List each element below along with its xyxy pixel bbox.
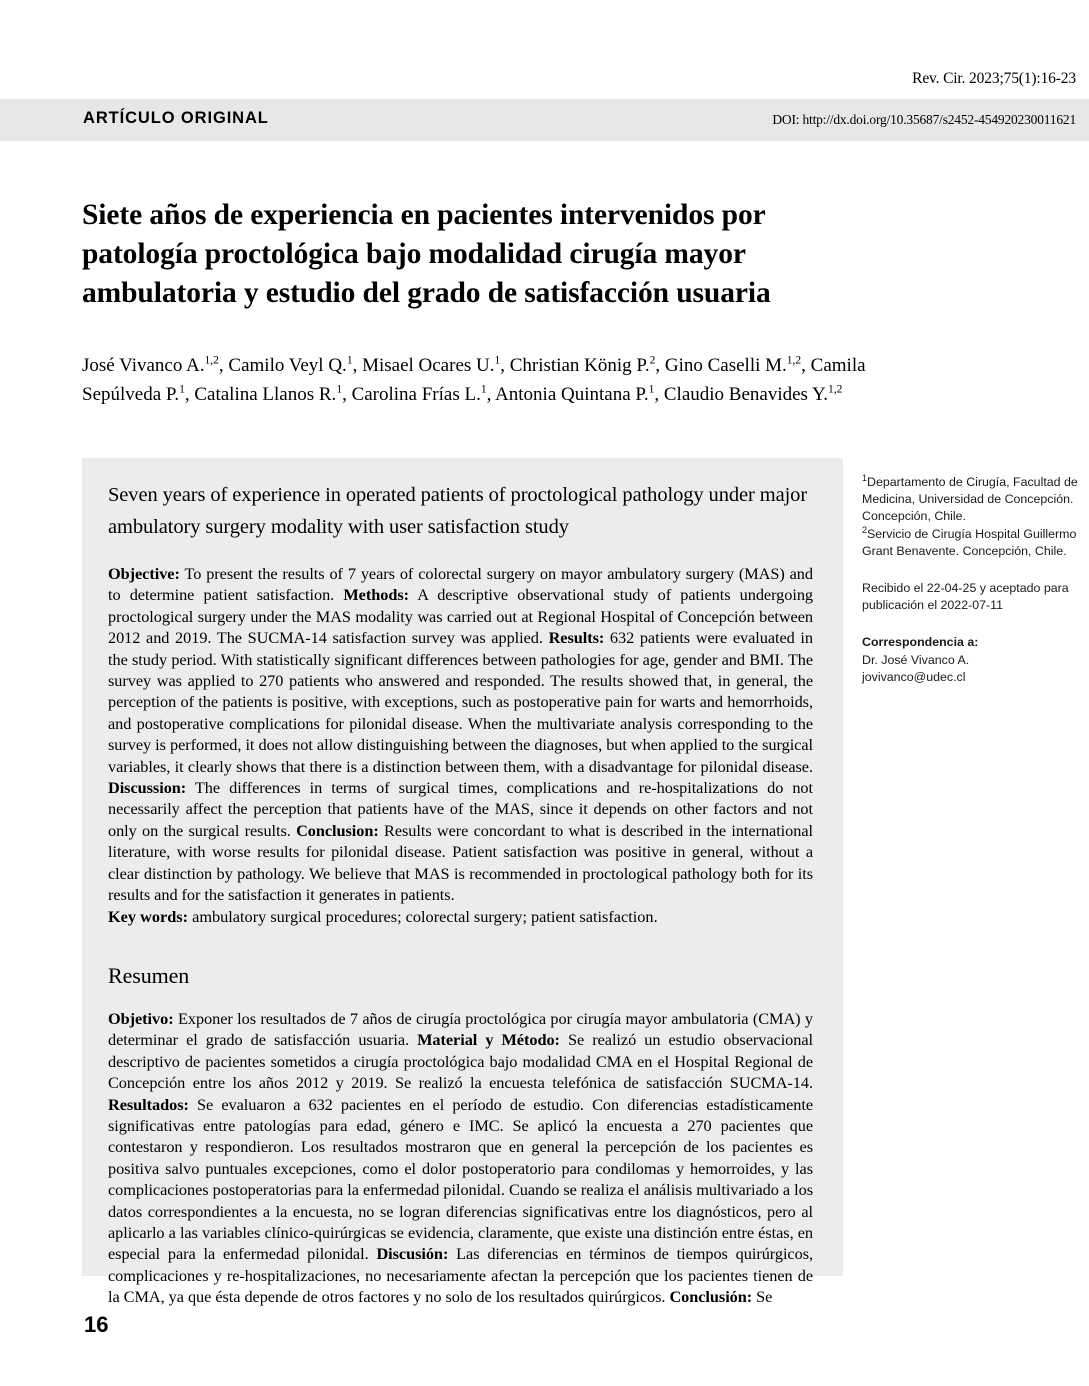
author-affiliation-marker: 2 <box>649 354 656 367</box>
author-name: Camilo Veyl Q. <box>228 355 347 376</box>
author-affiliation-marker: 1,2 <box>786 354 802 367</box>
sidebar-notes <box>862 474 1080 686</box>
author-name: Camila Sepúlveda P. <box>82 355 866 405</box>
author-name: Christian König P. <box>509 355 650 376</box>
author-name: José Vivanco A. <box>82 355 205 376</box>
abstract-section-label: Discusión: <box>376 1244 449 1264</box>
abstract-section-label: Conclusión: <box>669 1287 753 1307</box>
author-affiliation-marker: 1 <box>480 383 487 396</box>
journal-citation: Rev. Cir. 2023;75(1):16-23 <box>912 70 1076 87</box>
resumen-heading: Resumen <box>108 962 190 988</box>
author-name: Gino Caselli M. <box>664 355 787 376</box>
author-affiliation-marker: 1 <box>494 354 501 367</box>
page-number: 16 <box>84 1312 109 1337</box>
correspondence-email[interactable]: jovivanco@udec.cl <box>862 669 966 684</box>
abstract-body-en: Objective: To present the results of 7 years of colorectal surgery on mayor ambulatory surgery (MAS) and to determine patient satisfaction. Methods: A descriptive observational study of patients undergoing proctological surgery under the MAS modality was carried out at Regional Hospital of Concepción between 2012 and 2019. The SUCMA-14 satisfaction survey was applied. Results: 632 patients were evaluated in the study period. With statistically significant differences between pathologies for age, gender and BMI. The survey was applied to 270 patients who answered and responded. The results showed that, in general, the perception of the patients is positive, with exceptions, such as postoperative pain for warts and hemorrhoids, and postoperative complications for pilonidal disease. When the multivariate analysis corresponding to the survey is performed, it does not allow distinguishing between the diagnoses, but when applied to the surgical variables, it clearly shows that there is a distinction between them, with a disadvantage for pilonidal disease. Discussion: The differences in terms of surgical times, complications and re-hospitalizations do not necessarily affect the perception that patients have of the MAS, since it depends on other factors and not only on the surgical results. Conclusion: Results were concordant to what is described in the international literature, with worse results for pilonidal disease. Patient satisfaction was positive in general, without a clear distinction by pathology. We believe that MAS is recommended in proctological pathology both for its results and for the satisfaction it generates in patients. <box>108 564 814 905</box>
affiliation-text: Departamento de Cirugía, Facultad de Medicina, Universidad de Concepción. Concepción, Chile. <box>862 475 1078 524</box>
abstract-section-label: Material y Método: <box>417 1030 560 1050</box>
header-band <box>0 99 1089 141</box>
abstract-section-label: Objetivo: <box>108 1008 174 1028</box>
author-affiliation-marker: 1 <box>336 383 343 396</box>
abstract-section-label: Objective: <box>108 564 180 583</box>
author-name: Claudio Benavides Y. <box>663 383 829 405</box>
author-affiliation-marker: 1 <box>648 383 655 396</box>
abstract-title-en: Seven years of experience in operated patients of proctological pathology under major ambulatory surgery modality with user satisfaction study <box>108 484 808 538</box>
keywords-label: Key words: <box>108 906 189 926</box>
author-name: Misael Ocares U. <box>362 355 495 376</box>
author-affiliation-marker: 1 <box>346 354 353 367</box>
page-title: Siete años de experiencia en pacientes intervenidos por patología proctológica bajo modalidad cirugía mayor ambulatoria y estudio del grado de satisfacción usuaria <box>82 198 771 309</box>
author-name: Catalina Llanos R. <box>194 383 337 405</box>
author-name: Carolina Frías L. <box>351 383 481 405</box>
author-affiliation-marker: 1,2 <box>204 354 219 367</box>
abstract-section-label: Resultados: <box>108 1094 189 1114</box>
abstract-container <box>82 458 843 1307</box>
abstract-body-es: Objetivo: Exponer los resultados de 7 años de cirugía proctológica por cirugía mayor ambulatoria (CMA) y determinar el grado de satisfacción usuaria. Material y Método: Se realizó un estudio observacional descriptivo de pacientes sometidos a cirugía proctológica bajo modalidad CMA en el Hospital Regional de Concepción entre los años 2012 y 2019. Se realizó la encuesta telefónica de satisfacción SUCMA-14. Resultados: Se evaluaron a 632 pacientes en el período de estudio. Con diferencias estadísticamente significativas entre patologías para edad, género e IMC. Se aplicó la encuesta a 270 pacientes que contestaron y respondieron. Los resultados mostraron que en general la percepción de los pacientes es positiva salvo puntuales excepciones, como el dolor postoperatorio para condilomas y hemorroides, y las complicaciones postoperatorias para la enfermedad pilonidal. Cuando se realiza el análisis multivariado a los datos correspondientes a la encuesta, no se logran diferencias significativas entre los diagnósticos, pero al aplicarlo a las variables clínico-quirúrgicas se evidencia, claramente, que existe una distinción entre éstas, en especial para la enfermedad pilonidal. Discusión: Las diferencias en términos de tiempos quirúrgicos, complicaciones y re-hospitalizaciones, no necesariamente afectan la percepción que los pacientes tienen de la CMA, ya que ésta depende de otros factores y no solo de los resultados quirúrgicos. Conclusión: Se <box>108 1008 813 1307</box>
article-type-label: ARTÍCULO ORIGINAL <box>83 109 269 127</box>
correspondence-label: Correspondencia a: <box>862 635 979 650</box>
abstract-section-label: Methods: <box>343 585 409 605</box>
author-affiliation-marker: 1 <box>179 383 185 396</box>
correspondence-name: Dr. José Vivanco A. <box>862 652 970 667</box>
abstract-section-label: Results: <box>548 628 605 648</box>
received-accepted-dates: Recibido el 22-04-25 y aceptado para publicación el 2022-07-11 <box>862 581 1069 613</box>
author-affiliation-marker: 1,2 <box>828 383 843 396</box>
affiliations-block <box>862 474 1080 560</box>
author-list: José Vivanco A.$^{1,2}$, Camilo Veyl Q.$^1$, Misael Ocares U.$^1$, Christian König P.$^2$, Gino Caselli M.$^{1,2}$, Camila Sepúlveda P.$^1$, Catalina Llanos R.$^1$, Carolina Frías L.$^1$, Antonia Quintana P.$^1$, Claudio Benavides Y.$^{1,2}$ <box>82 354 866 405</box>
affiliation-marker: 2 <box>862 524 868 535</box>
affiliation-marker: 1 <box>862 472 868 483</box>
abstract-section-label: Conclusion: <box>296 820 379 840</box>
author-name: Antonia Quintana P. <box>495 383 649 405</box>
abstract-section-label: Discussion: <box>108 778 187 798</box>
doi-link[interactable]: DOI: http://dx.doi.org/10.35687/s2452-454920230011621 <box>772 112 1076 127</box>
keywords-en: Key words: ambulatory surgical procedures; colorectal surgery; patient satisfaction. <box>108 906 658 926</box>
affiliation-text: Servicio de Cirugía Hospital Guillermo Grant Benavente. Concepción, Chile. <box>862 526 1077 558</box>
correspondence-block <box>862 634 1080 686</box>
